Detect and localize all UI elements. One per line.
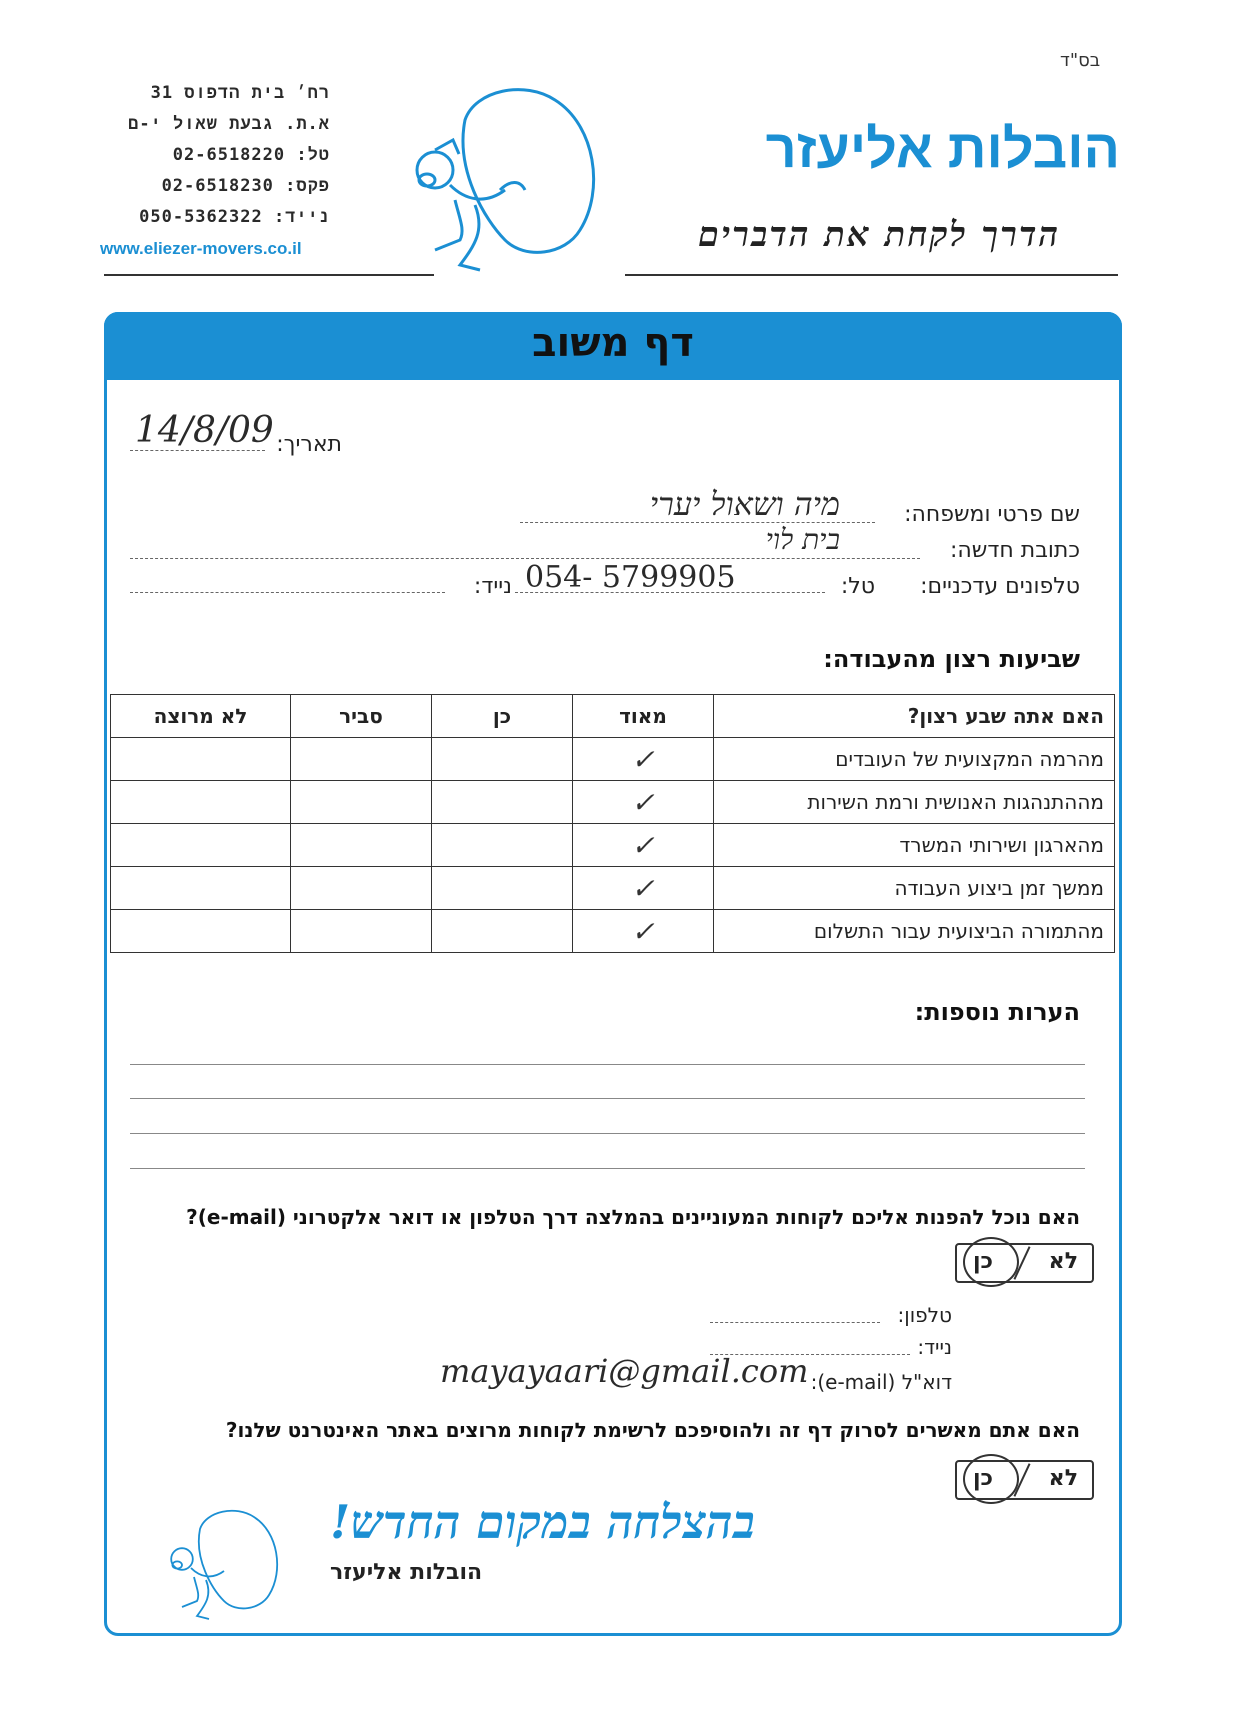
name-value[interactable]: מיה ושאול יערי (649, 485, 840, 523)
table-row (111, 824, 1115, 867)
col-very: מאוד (573, 695, 714, 738)
footer-signature: הובלות אליעזר (330, 1560, 483, 1585)
checkbox-cell[interactable] (111, 781, 291, 824)
referral-phone-line[interactable] (710, 1322, 880, 1323)
row-question: מהתמורה הביצועית עבור התשלום (714, 910, 1115, 953)
referral-no-option[interactable]: לא (1048, 1249, 1078, 1274)
referral-question: האם נוכל להפנות אליכם לקוחות המעוניינים בהמלצה דרך הטלפון או דואר אלקטרוני (e-mail)? (186, 1205, 1080, 1229)
website-link[interactable]: www.eliezer-movers.co.il (100, 239, 302, 258)
publish-yes-option[interactable]: כן (973, 1466, 994, 1491)
mover-mascot-small-icon (160, 1505, 300, 1625)
table-header-row (111, 695, 1115, 738)
bsd-mark: בס"ד (1060, 50, 1101, 71)
name-label: שם פרטי ומשפחה: (904, 502, 1080, 527)
brand-slogan: הדרך לקחת את הדברים (698, 215, 1060, 255)
fax-number: פקס: 02-6518230 (161, 176, 330, 196)
row-question: מהארגון ושירותי המשרד (714, 824, 1115, 867)
table-row (111, 738, 1115, 781)
checkmark-icon[interactable]: ✓ (573, 824, 714, 867)
tel-value[interactable]: 054- 5799905 (525, 560, 736, 595)
checkbox-cell[interactable] (291, 738, 432, 781)
checkmark-icon[interactable]: ✓ (573, 738, 714, 781)
referral-email-value[interactable]: mayayaari@gmail.com (440, 1352, 809, 1390)
notes-heading: הערות נוספות: (914, 998, 1080, 1026)
referral-mobile-label: נייד: (917, 1335, 952, 1359)
row-question: ממשך זמן ביצוע העבודה (714, 867, 1115, 910)
mobile-number: נייד: 050-5362322 (139, 207, 330, 227)
mobile-field-line (130, 592, 445, 593)
referral-email-label: דוא"ל (e-mail): (810, 1370, 952, 1394)
notes-line[interactable] (130, 1064, 1085, 1065)
satisfaction-table (110, 694, 1115, 953)
notes-line[interactable] (130, 1168, 1085, 1169)
col-fair: סביר (291, 695, 432, 738)
checkmark-icon[interactable]: ✓ (573, 781, 714, 824)
row-question: מהרמה המקצועית של העובדים (714, 738, 1115, 781)
date-value[interactable]: 14/8/09 (135, 410, 274, 451)
good-luck-message: בהצלחה במקום החדש! (330, 1495, 755, 1549)
checkmark-icon[interactable]: ✓ (573, 910, 714, 953)
table-row (111, 910, 1115, 953)
checkbox-cell[interactable] (111, 824, 291, 867)
new-address-field-line (130, 558, 920, 559)
checkbox-cell[interactable] (432, 781, 573, 824)
checkbox-cell[interactable] (111, 738, 291, 781)
date-label: תאריך: (276, 432, 342, 457)
new-address-label: כתובת חדשה: (949, 538, 1080, 563)
publish-no-option[interactable]: לא (1048, 1466, 1078, 1491)
checkbox-cell[interactable] (432, 867, 573, 910)
mobile-label: נייד: (473, 574, 512, 599)
row-question: מההתנהגות האנושית ורמת השירות (714, 781, 1115, 824)
notes-line[interactable] (130, 1098, 1085, 1099)
publish-question: האם אתם מאשרים לסרוק דף זה ולהוסיפכם לרשימת לקוחות מרוצים באתר האינטרנט שלנו? (225, 1418, 1080, 1442)
selected-circle-icon (963, 1237, 1019, 1287)
referral-yes-option[interactable]: כן (973, 1249, 994, 1274)
col-question: האם אתה שבע רצון? (714, 695, 1115, 738)
form-title: דף משוב (532, 320, 694, 366)
publish-yes-no[interactable] (955, 1460, 1094, 1500)
contact-block (100, 78, 330, 264)
header-divider-left (104, 274, 434, 276)
notes-line[interactable] (130, 1133, 1085, 1134)
table-row (111, 867, 1115, 910)
checkbox-cell[interactable] (432, 824, 573, 867)
phones-label: טלפונים עדכניים: (920, 574, 1080, 599)
referral-yes-no[interactable] (955, 1243, 1094, 1283)
header-divider-right (625, 274, 1118, 276)
checkbox-cell[interactable] (291, 910, 432, 953)
new-address-value[interactable]: בית לוי (765, 523, 840, 556)
mover-mascot-icon (405, 80, 625, 280)
checkbox-cell[interactable] (291, 824, 432, 867)
checkmark-icon[interactable]: ✓ (573, 867, 714, 910)
col-unsatisfied: לא מרוצה (111, 695, 291, 738)
selected-circle-icon (963, 1454, 1019, 1504)
address-street: רח׳ בית הדפוס 31 (150, 83, 330, 103)
checkbox-cell[interactable] (291, 781, 432, 824)
tel-label: טל: (840, 574, 875, 599)
referral-phone-label: טלפון: (897, 1303, 952, 1327)
checkbox-cell[interactable] (111, 910, 291, 953)
checkbox-cell[interactable] (291, 867, 432, 910)
table-row (111, 781, 1115, 824)
checkbox-cell[interactable] (432, 738, 573, 781)
col-yes: כן (432, 695, 573, 738)
checkbox-cell[interactable] (111, 867, 291, 910)
brand-name: הובלות אליעזר (765, 119, 1120, 179)
satisfaction-heading: שביעות רצון מהעבודה: (823, 645, 1080, 673)
checkbox-cell[interactable] (432, 910, 573, 953)
address-area: א.ת. גבעת שאול י-ם (128, 114, 330, 134)
phone-number: טל: 02-6518220 (172, 145, 330, 165)
